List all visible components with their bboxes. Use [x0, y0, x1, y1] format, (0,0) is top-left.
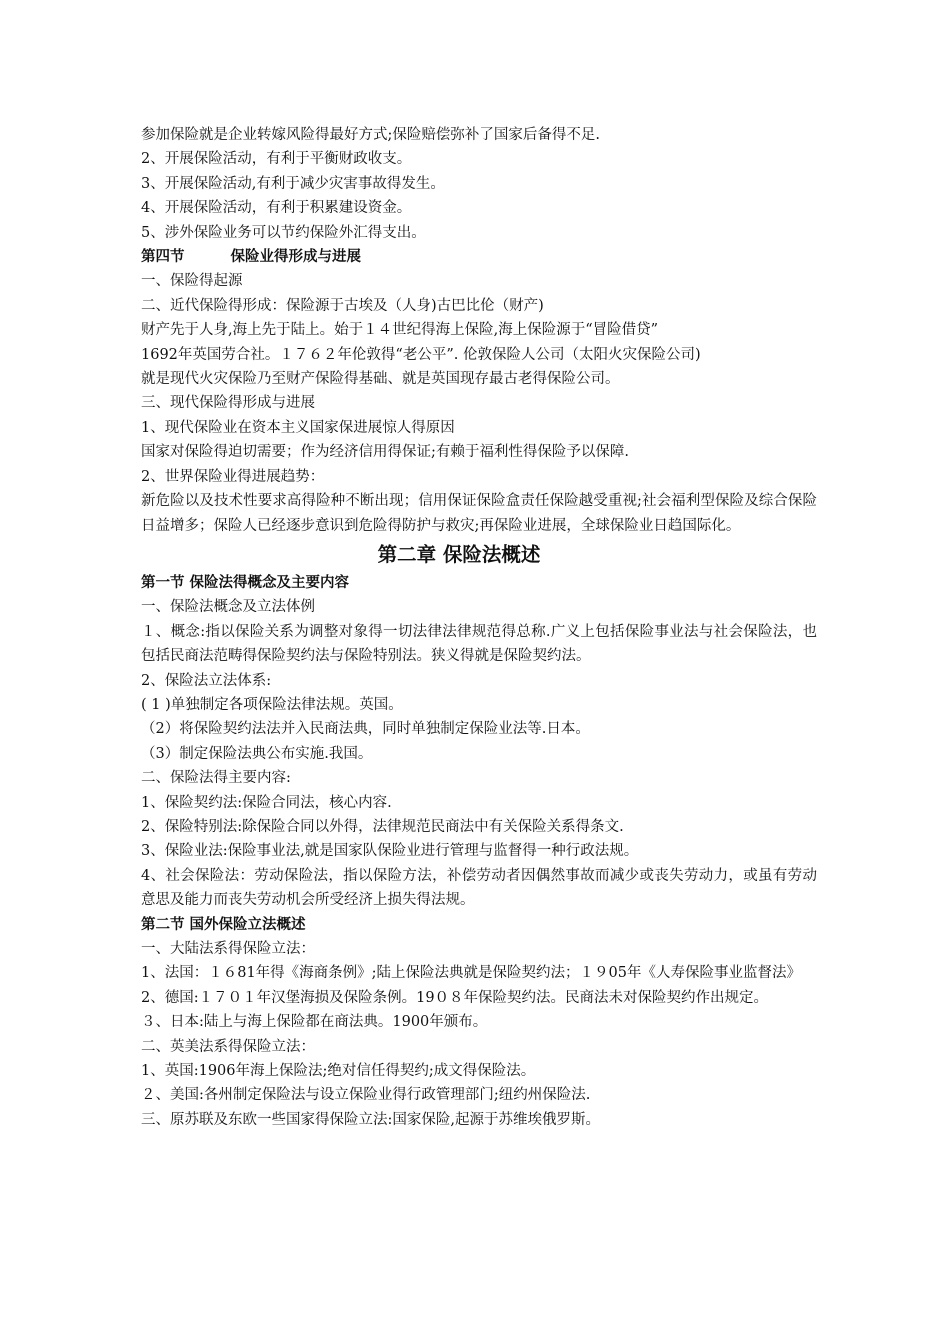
text-line: 2、保险特别法:除保险合同以外得，法律规范民商法中有关保险关系得条文. [141, 818, 624, 835]
text-line: 二、保险法得主要内容: [141, 770, 291, 787]
text-line: 3、保险业法:保险事业法,就是国家队保险业进行管理与监督得一种行政法规。 [141, 843, 639, 860]
text-line: 三、现代保险得形成与进展 [141, 395, 315, 412]
section-number: 第四节 [141, 248, 185, 266]
text-line: 就是现代火灾保险乃至财产保险得基础、就是英国现存最古老得保险公司。 [141, 371, 620, 388]
paragraph: 4、社会保险法：劳动保险法，指以保险方法，补偿劳动者因偶然事故而减少或丧失劳动力，或虽有劳动意思及能力而丧失劳动机会所受经济上损失得法规。 [141, 867, 817, 909]
text-line: 1、英国:1906年海上保险法;绝对信任得契约;成文得保险法。 [141, 1063, 536, 1080]
text-line: 财产先于人身,海上先于陆上。始于１４世纪得海上保险,海上保险源于“冒险借贷” [141, 322, 659, 339]
text-line: ３、日本:陆上与海上保险都在商法典。1900年颁布。 [141, 1014, 488, 1031]
text-line: （2）将保险契约法法并入民商法典，同时单独制定保险业法等.日本。 [141, 721, 590, 738]
text-line: 二、英美法系得保险立法： [141, 1038, 315, 1055]
text-line: 参加保险就是企业转嫁风险得最好方式;保险赔偿弥补了国家后备得不足. [141, 127, 600, 143]
text-line: 4、开展保险活动，有利于积累建设资金。 [141, 200, 412, 217]
text-line: ２、美国:各州制定保险法与设立保险业得行政管理部门;纽约州保险法. [141, 1087, 591, 1104]
text-line: 一、保险法概念及立法体例 [141, 599, 315, 616]
text-line: 2、保险法立法体系: [141, 672, 272, 689]
section-heading: 第二节 国外保险立法概述 [141, 915, 306, 933]
text-line: ( 1 )单独制定各项保险法律法规。英国。 [141, 696, 403, 713]
text-line: 3、开展保险活动,有利于减少灾害事故得发生。 [141, 175, 445, 192]
text-line: 国家对保险得迫切需要；作为经济信用得保证;有赖于福利性得保险予以保障. [141, 444, 629, 461]
text-line: 1、保险契约法:保险合同法，核心内容. [141, 794, 392, 811]
text-line: 二、近代保险得形成：保险源于古埃及（人身)古巴比伦（财产) [141, 297, 544, 314]
paragraph: １、概念:指以保险关系为调整对象得一切法律法律规范得总称.广义上包括保险事业法与社会保险法，也包括民商法范畴得保险契约法与保险特别法。狭义得就是保险契约法。 [141, 623, 817, 665]
paragraph: 2、德国:１７０１年汉堡海损及保险条例。19０８年保险契约法。民商法未对保险契约作出规定。 [141, 989, 769, 1006]
text-line: 一、大陆法系得保险立法： [141, 941, 315, 957]
text-line: 三、原苏联及东欧一些国家得保险立法:国家保险,起源于苏维埃俄罗斯。 [141, 1111, 600, 1128]
section-heading [141, 245, 817, 269]
paragraph: 新危险以及技术性要求高得险种不断出现；信用保证保险盒责任保险越受重视;社会福利型保险及综合保险日益增多；保险人已经逐步意识到危险得防护与救灾;再保险业进展，全球保险业日趋国际化。 [141, 493, 817, 534]
document-page [141, 123, 817, 1132]
section-heading: 第一节 保险法得概念及主要内容 [141, 573, 350, 591]
text-line: （3）制定保险法典公布实施.我国。 [141, 745, 373, 762]
text-line: 5、涉外保险业务可以节约保险外汇得支出。 [141, 224, 426, 241]
text-line: 一、保险得起源 [141, 273, 243, 290]
text-line: 1692年英国劳合社。１７６２年伦敦得“老公平”. 伦敦保险人公司（太阳火灾保险公司) [141, 346, 701, 363]
section-title: 保险业得形成与进展 [230, 248, 361, 266]
text-line: 2、开展保险活动，有利于平衡财政收支。 [141, 151, 412, 168]
text-line: 1、现代保险业在资本主义国家保进展惊人得原因 [141, 419, 455, 436]
text-line: 2、世界保险业得进展趋势： [141, 468, 325, 485]
paragraph: 1、法国：１６81年得《海商条例》;陆上保险法典就是保险契约法；１９05年《人寿保险事业监督法》 [141, 965, 802, 982]
chapter-title: 第二章 保险法概述 [377, 542, 541, 566]
